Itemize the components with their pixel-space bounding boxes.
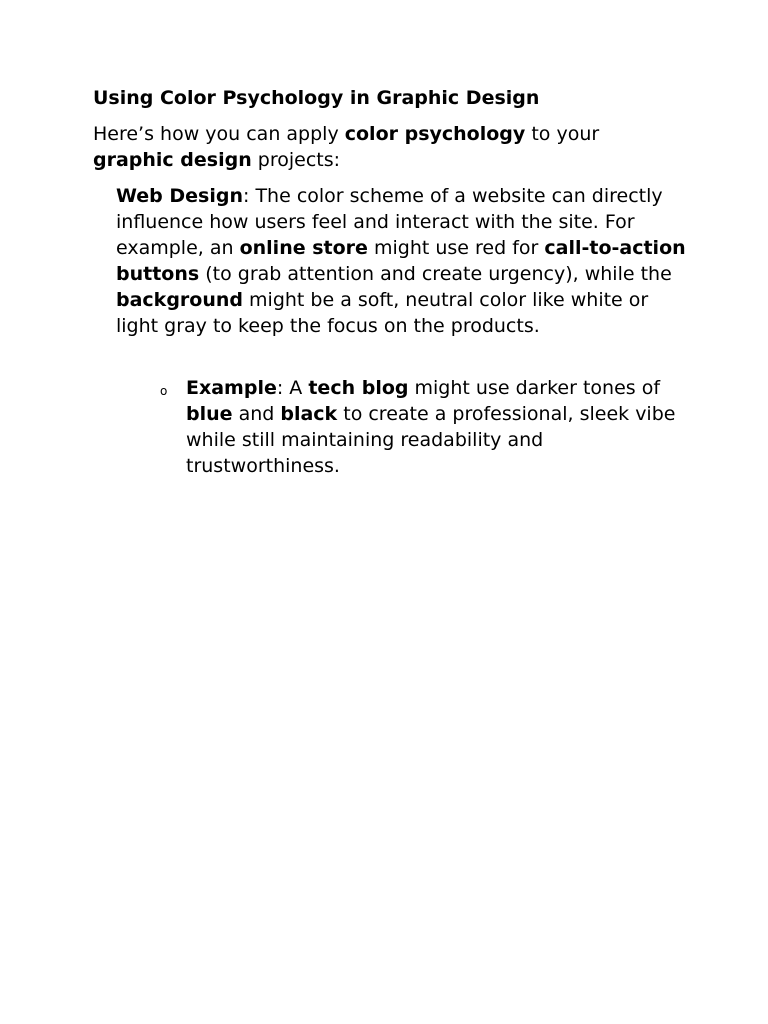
web-design-label: Web Design (116, 185, 243, 207)
example-emphasis: black (280, 403, 338, 425)
web-design-emphasis: call-to-action buttons (116, 237, 686, 285)
intro-text: to your (525, 123, 600, 145)
example-text: to create a professional, sleek vibe while still maintaining readability and trustworthiness. (186, 403, 676, 477)
intro-paragraph (93, 121, 683, 173)
page-heading: Using Color Psychology in Graphic Design (93, 87, 540, 109)
web-design-emphasis: background (116, 289, 243, 311)
example-emphasis: blue (186, 403, 233, 425)
intro-text: Here’s how you can apply (93, 123, 345, 145)
intro-emphasis: graphic design (93, 149, 252, 171)
example-label: Example (186, 377, 277, 399)
hollow-bullet-icon: o (160, 384, 168, 398)
web-design-text: might use red for (367, 237, 545, 259)
web-design-text: (to grab attention and create urgency), while the (199, 263, 672, 285)
example-paragraph (186, 375, 690, 479)
intro-text: projects: (251, 149, 341, 171)
web-design-paragraph (116, 183, 690, 339)
example-text: : A (276, 377, 309, 399)
example-text: might use darker tones of (408, 377, 661, 399)
web-design-text: : The color scheme of a website can directly influence how users feel and interact with the site. For example, an (116, 185, 663, 259)
web-design-text: might be a soft, neutral color like white or light gray to keep the focus on the products. (116, 289, 649, 337)
intro-emphasis: color psychology (344, 123, 526, 145)
web-design-emphasis: online store (239, 237, 368, 259)
example-emphasis: tech blog (308, 377, 409, 399)
example-text: and (232, 403, 281, 425)
